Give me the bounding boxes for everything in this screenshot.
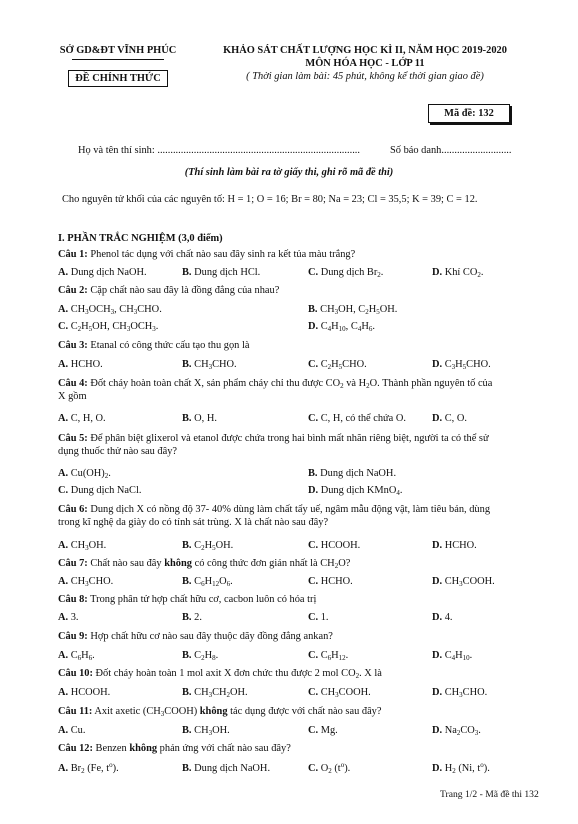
question-1: [58, 248, 558, 261]
question-number: Câu 11:: [58, 706, 93, 717]
question-2-options-row1: [58, 303, 558, 317]
question-8: [58, 593, 558, 606]
option-c: C. $C_2H_5OH$, $CH_3OCH_3$.: [58, 321, 159, 333]
question-text-cont: trong kĩ nghệ da giày do có tính sát trùng. X là chất nào sau đây?: [58, 517, 329, 528]
question-2-options-row2: [58, 320, 558, 334]
option-b: B. $CH_3OH$, $C_2H_5OH$.: [308, 304, 398, 316]
option-a: A. HCOOH.: [58, 687, 111, 698]
question-number: Câu 12:: [58, 743, 93, 754]
question-text: Axit axetic $(CH_3COOH)$ không tác dụng được với chất nào sau đây?: [94, 706, 382, 718]
option-d: D. $C_4H_{10}$, $C_4H_6$.: [308, 321, 375, 333]
question-3: [58, 339, 558, 352]
option-a: A. HCHO.: [58, 359, 103, 370]
exam-time-note: ( Thời gian làm bài: 45 phút, không kể thời gian giao đề): [246, 71, 484, 82]
option-c: C. HCHO.: [308, 576, 353, 587]
question-12-options: [58, 762, 558, 776]
question-2: [58, 284, 558, 297]
option-b: B. $CH_3OH$.: [182, 725, 230, 737]
exam-subject: MÔN HÓA HỌC - LỚP 11: [305, 58, 425, 69]
question-11-options: [58, 724, 558, 738]
option-d: D. $C_3H_5CHO$.: [432, 359, 491, 371]
option-b: B. Dung dịch NaOH.: [308, 468, 397, 479]
question-1-options: [58, 266, 558, 280]
question-4-options: [58, 412, 558, 426]
option-c: C. C, H, có thể chứa O.: [308, 413, 406, 424]
question-8-options: [58, 611, 558, 625]
question-9-options: [58, 649, 558, 663]
question-text: Trong phân tử hợp chất hữu cơ, cacbon luôn có hóa trị: [90, 594, 317, 605]
option-a: A. $Cu(OH)_2$.: [58, 468, 111, 480]
page-footer: Trang 1/2 - Mã đề thi 132: [440, 789, 539, 800]
option-b: B. $C_2H_5OH$.: [182, 540, 234, 552]
option-c: C. Dung dịch $Br_2$.: [308, 267, 384, 279]
question-4: [58, 377, 558, 403]
option-c: C. Mg.: [308, 725, 338, 736]
section-title: I. PHẦN TRẮC NGHIỆM (3,0 điểm): [58, 233, 223, 244]
option-b: B. $C_2H_8$.: [182, 650, 219, 662]
header-right: [196, 44, 534, 83]
exam-title: KHẢO SÁT CHẤT LƯỢNG HỌC KÌ II, NĂM HỌC 2019-2020: [223, 45, 507, 56]
option-b: B. Dung dịch HCl.: [182, 267, 261, 278]
option-a: A. C, H, O.: [58, 413, 106, 424]
question-7-options: [58, 575, 558, 589]
option-a: A. $CH_3OCH_3$, $CH_3CHO$.: [58, 304, 162, 316]
option-c: C. HCOOH.: [308, 540, 361, 551]
option-c: C. Dung dịch NaCl.: [58, 485, 142, 496]
question-number: Câu 1:: [58, 249, 88, 260]
question-number: Câu 3:: [58, 340, 88, 351]
candidate-number-label: Số báo danh...........................: [390, 145, 512, 156]
question-6-options: [58, 539, 558, 553]
option-d: D. $CH_3CHO$.: [432, 687, 488, 699]
option-a: A. Dung dịch NaOH.: [58, 267, 147, 278]
question-10: [58, 667, 558, 680]
question-text-cont: X gồm: [58, 391, 87, 402]
option-d: D. $Na_2CO_3$.: [432, 725, 481, 737]
question-number: Câu 8:: [58, 594, 88, 605]
option-a: A. 3.: [58, 612, 79, 623]
question-text: Đốt cháy hoàn toàn chất X, sản phẩm cháy chỉ thu được $CO_2$ và $H_2O$. Thành phần nguyên tố của: [90, 378, 493, 390]
atomic-masses-text: Cho nguyên tử khối của các nguyên tố: H = 1; O = 16; Br = 80; Na = 23; Cl = 35,5; K = 39; C = 12.: [62, 194, 478, 205]
option-b: B. $CH_3CHO$.: [182, 359, 237, 371]
question-number: Câu 6:: [58, 504, 88, 515]
header-underline: [72, 59, 164, 60]
option-b: B. $CH_3CH_2OH$.: [182, 687, 248, 699]
question-6: [58, 503, 558, 529]
official-exam-label: ĐỀ CHÍNH THỨC: [68, 70, 167, 87]
question-text: Etanal có công thức cấu tạo thu gọn là: [90, 340, 250, 351]
option-a: A. $C_6H_6$.: [58, 650, 95, 662]
option-c: C. $C_6H_{12}$.: [308, 650, 349, 662]
option-d: D. 4.: [432, 612, 453, 623]
option-a: A. $CH_3OH$.: [58, 540, 107, 552]
option-c: C. $C_2H_5CHO$.: [308, 359, 367, 371]
question-text: Cặp chất nào sau đây là đồng đẳng của nhau?: [90, 285, 280, 296]
exam-code-box: Mã đề: 132: [428, 104, 510, 123]
question-number: Câu 5:: [58, 433, 88, 444]
option-d: D. $CH_3COOH$.: [432, 576, 495, 588]
option-d: D. Khí $CO_2$.: [432, 267, 484, 279]
option-a: A. Cu.: [58, 725, 86, 736]
question-number: Câu 2:: [58, 285, 88, 296]
option-d: D. Dung dịch KMnO$_4$.: [308, 485, 403, 497]
option-b: B. O, H.: [182, 413, 217, 424]
question-7: [58, 557, 558, 570]
option-c: C. $O_2$ $(t^o)$.: [308, 761, 351, 775]
question-text: Benzen không phản ứng với chất nào sau đây?: [95, 743, 291, 754]
question-text: Hợp chất hữu cơ nào sau đây thuộc dãy đồng đẳng ankan?: [90, 631, 333, 642]
question-text: Để phân biệt glixerol và etanol được chứa trong hai bình mất nhãn riêng biệt, người ta có thể sử: [90, 433, 489, 444]
option-a: A. $Br_2$ (Fe, $t^o$).: [58, 761, 119, 775]
question-text: Phenol tác dụng với chất nào sau đây sinh ra kết tủa màu trắng?: [90, 249, 356, 260]
question-text: Đốt cháy hoàn toàn 1 mol axit X đơn chức thu được 2 mol $CO_2$. X là: [95, 668, 382, 680]
option-d: D. HCHO.: [432, 540, 477, 551]
candidate-info: [78, 144, 538, 157]
question-number: Câu 9:: [58, 631, 88, 642]
question-5-options-row1: [58, 467, 558, 481]
option-b: B. Dung dịch NaOH.: [182, 763, 271, 774]
question-12: [58, 742, 558, 755]
question-11: [58, 705, 558, 718]
instruction-text: (Thí sinh làm bài ra tờ giấy thi, ghi rõ mã đề thi): [184, 167, 394, 178]
option-c: C. $CH_3COOH$.: [308, 687, 371, 699]
option-a: A. $CH_3CHO$.: [58, 576, 114, 588]
option-c: C. 1.: [308, 612, 329, 623]
question-number: Câu 10:: [58, 668, 93, 679]
option-b: B. 2.: [182, 612, 202, 623]
option-b: B. $C_6H_{12}O_6$.: [182, 576, 233, 588]
option-d: D. C, O.: [432, 413, 467, 424]
question-10-options: [58, 686, 558, 700]
department-name: SỞ GD&ĐT VĨNH PHÚC: [59, 45, 177, 56]
question-number: Câu 4:: [58, 378, 88, 389]
option-d: D. $H_2$ (Ni, $t^o$).: [432, 761, 490, 775]
question-5: [58, 432, 558, 458]
question-number: Câu 7:: [58, 558, 88, 569]
question-text-cont: dụng thuốc thử nào sau đây?: [58, 446, 178, 457]
question-9: [58, 630, 558, 643]
candidate-name-label: Họ và tên thí sinh: ..............................................................................: [78, 145, 360, 156]
question-3-options: [58, 358, 558, 372]
question-text: Chất nào sau đây không có công thức đơn giản nhất là $CH_2O$?: [90, 558, 351, 570]
option-d: D. $C_4H_{10}$.: [432, 650, 473, 662]
header-left: [48, 44, 188, 87]
question-text: Dung dịch X có nồng độ 37- 40% dùng làm chất tẩy uế, ngâm mẫu động vật, làm tiêu bản, dùng: [90, 504, 491, 515]
question-5-options-row2: [58, 484, 558, 498]
